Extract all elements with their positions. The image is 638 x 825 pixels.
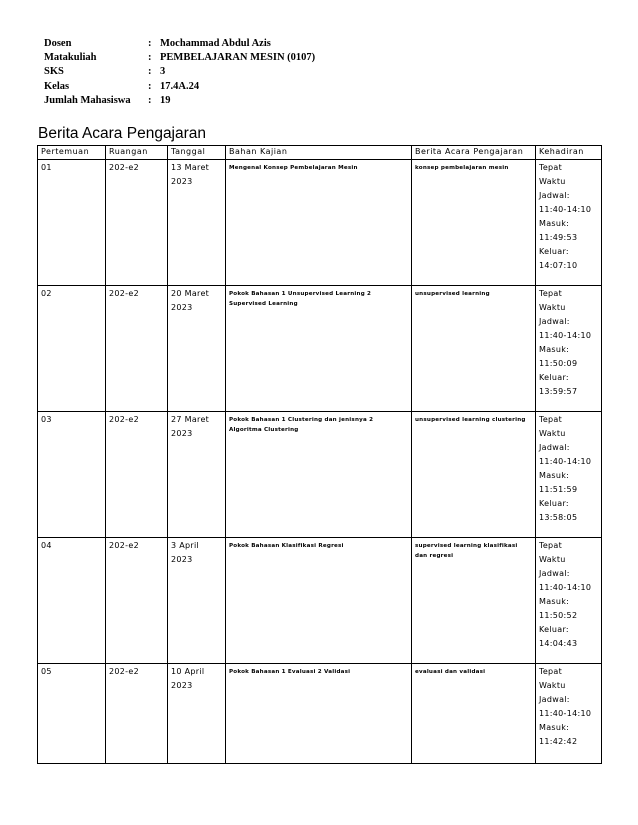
kehadiran-status: Tepat	[539, 163, 563, 172]
kehadiran-label-keluar: Keluar:	[539, 625, 569, 634]
info-label: Matakuliah	[44, 52, 97, 64]
cell-ruangan: 202-e2	[106, 286, 168, 412]
info-value: Mochammad Abdul Azis	[160, 38, 271, 49]
berita-acara-table	[37, 145, 602, 764]
info-colon: :	[148, 52, 152, 64]
cell-ruangan: 202-e2	[106, 538, 168, 664]
info-colon: :	[148, 94, 152, 106]
info-value: 19	[160, 94, 171, 106]
kehadiran-label-jadwal: Waktu Jadwal:	[539, 555, 570, 578]
cell-ruangan: 202-e2	[106, 664, 168, 764]
info-colon: :	[148, 80, 152, 92]
kehadiran-label-keluar: Keluar:	[539, 373, 569, 382]
cell-pertemuan: 04	[38, 538, 106, 664]
info-value: 17.4A.24	[160, 80, 200, 92]
cell-kehadiran	[536, 412, 602, 538]
info-colon: :	[148, 38, 152, 49]
info-value: 3	[160, 66, 166, 78]
header-bahan-kajian: Bahan Kajian	[226, 146, 412, 160]
kehadiran-label-jadwal: Waktu Jadwal:	[539, 429, 570, 452]
cell-berita-acara: evaluasi dan validasi	[412, 664, 536, 764]
cell-pertemuan: 03	[38, 412, 106, 538]
info-label: Kelas	[44, 80, 70, 92]
kehadiran-status: Tepat	[539, 541, 563, 550]
info-value: PEMBELAJARAN MESIN (0107)	[160, 52, 316, 64]
cell-ruangan: 202-e2	[106, 412, 168, 538]
cell-bahan-kajian: Pokok Bahasan 1 Clustering dan jenisnya 2 Algoritma Clustering	[226, 412, 412, 538]
kehadiran-masuk: 11:51:59	[539, 485, 578, 494]
info-label: Jumlah Mahasiswa	[44, 94, 131, 106]
info-row-sks	[44, 65, 315, 79]
kehadiran-masuk: 11:50:09	[539, 359, 578, 368]
cell-berita-acara: unsupervised learning clustering	[412, 412, 536, 538]
cell-kehadiran	[536, 664, 602, 764]
cell-bahan-kajian: Mengenal Konsep Pembelajaran Mesin	[226, 160, 412, 286]
kehadiran-label-masuk: Masuk:	[539, 597, 570, 606]
cell-berita-acara: supervised learning klasifikasi dan regresi	[412, 538, 536, 664]
cell-bahan-kajian: Pokok Bahasan 1 Unsupervised Learning 2 Supervised Learning	[226, 286, 412, 412]
cell-ruangan: 202-e2	[106, 160, 168, 286]
info-row-dosen	[44, 37, 315, 51]
kehadiran-masuk: 11:42:42	[539, 737, 578, 746]
cell-bahan-kajian: Pokok Bahasan 1 Evaluasi 2 Validasi	[226, 664, 412, 764]
cell-tanggal: 20 Maret 2023	[168, 286, 226, 412]
info-colon: :	[148, 66, 152, 78]
kehadiran-jadwal: 11:40-14:10	[539, 583, 592, 592]
info-row-jumlah-mahasiswa	[44, 94, 315, 108]
kehadiran-jadwal: 11:40-14:10	[539, 709, 592, 718]
cell-tanggal: 3 April 2023	[168, 538, 226, 664]
kehadiran-label-keluar: Keluar:	[539, 247, 569, 256]
cell-kehadiran	[536, 286, 602, 412]
kehadiran-jadwal: 11:40-14:10	[539, 205, 592, 214]
kehadiran-label-jadwal: Waktu Jadwal:	[539, 303, 570, 326]
cell-berita-acara: konsep pembelajaran mesin	[412, 160, 536, 286]
kehadiran-label-jadwal: Waktu Jadwal:	[539, 681, 570, 704]
table-row	[38, 286, 602, 412]
table-header-row	[38, 146, 602, 160]
kehadiran-keluar: 13:58:05	[539, 513, 578, 522]
cell-bahan-kajian: Pokok Bahasan Klasifikasi Regresi	[226, 538, 412, 664]
course-info	[44, 37, 315, 108]
kehadiran-status: Tepat	[539, 289, 563, 298]
table-row	[38, 160, 602, 286]
kehadiran-masuk: 11:50:52	[539, 611, 578, 620]
kehadiran-label-jadwal: Waktu Jadwal:	[539, 177, 570, 200]
kehadiran-label-masuk: Masuk:	[539, 219, 570, 228]
kehadiran-status: Tepat	[539, 667, 563, 676]
header-berita-acara: Berita Acara Pengajaran	[412, 146, 536, 160]
cell-berita-acara: unsupervised learning	[412, 286, 536, 412]
header-ruangan: Ruangan	[106, 146, 168, 160]
header-kehadiran: Kehadiran	[536, 146, 602, 160]
kehadiran-label-keluar: Keluar:	[539, 499, 569, 508]
kehadiran-masuk: 11:49:53	[539, 233, 578, 242]
kehadiran-jadwal: 11:40-14:10	[539, 331, 592, 340]
cell-kehadiran	[536, 160, 602, 286]
cell-tanggal: 27 Maret 2023	[168, 412, 226, 538]
cell-tanggal: 10 April 2023	[168, 664, 226, 764]
kehadiran-label-masuk: Masuk:	[539, 471, 570, 480]
kehadiran-keluar: 13:59:57	[539, 387, 578, 396]
info-label: Dosen	[44, 38, 72, 49]
section-title: Berita Acara Pengajaran	[38, 125, 207, 142]
kehadiran-jadwal: 11:40-14:10	[539, 457, 592, 466]
kehadiran-label-masuk: Masuk:	[539, 345, 570, 354]
kehadiran-label-masuk: Masuk:	[539, 723, 570, 732]
kehadiran-status: Tepat	[539, 415, 563, 424]
cell-tanggal: 13 Maret 2023	[168, 160, 226, 286]
info-row-kelas	[44, 80, 315, 94]
kehadiran-keluar: 14:07:10	[539, 261, 578, 270]
cell-kehadiran	[536, 538, 602, 664]
info-label: SKS	[44, 66, 64, 78]
table-row	[38, 664, 602, 764]
kehadiran-keluar: 14:04:43	[539, 639, 578, 648]
header-tanggal: Tanggal	[168, 146, 226, 160]
table-row	[38, 538, 602, 664]
cell-pertemuan: 05	[38, 664, 106, 764]
info-row-matakuliah	[44, 51, 315, 65]
cell-pertemuan: 02	[38, 286, 106, 412]
table-row	[38, 412, 602, 538]
header-pertemuan: Pertemuan	[38, 146, 106, 160]
cell-pertemuan: 01	[38, 160, 106, 286]
